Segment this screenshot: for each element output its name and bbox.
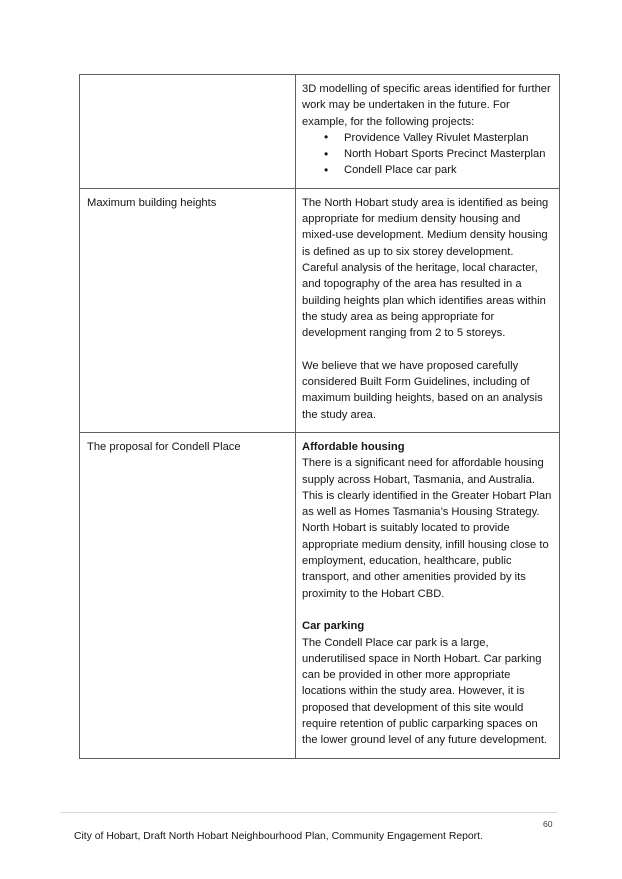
table-cell-label bbox=[80, 188, 296, 432]
body-paragraph: The North Hobart study area is identified as being appropriate for medium density housing and mixed-use development. Medium density housing is defined as up to six storey development. Careful analysis of the heritage, local character, and topography of the area has resulted in a building heights plan which identifies areas within the study area as being appropriate for development ranging from 2 to 5 storeys. bbox=[302, 196, 549, 340]
table-cell-label bbox=[80, 75, 296, 189]
row-label-text: The proposal for Condell Place bbox=[87, 440, 241, 453]
section-heading-car-parking: Car parking bbox=[302, 620, 365, 633]
table-row bbox=[80, 188, 560, 432]
paragraph-spacer bbox=[302, 341, 552, 357]
body-paragraph: North Hobart is suitably located to provide appropriate medium density, infill housing close to employment, education, healthcare, public transport, and other amenities provided by its proximity to the Hobart CBD. bbox=[302, 522, 549, 600]
table-cell-body bbox=[296, 75, 560, 189]
paragraph-spacer bbox=[302, 602, 552, 618]
table-row bbox=[80, 432, 560, 758]
table-row bbox=[80, 75, 560, 189]
table-cell-body bbox=[296, 188, 560, 432]
row-label-text: Maximum building heights bbox=[87, 196, 217, 209]
section-heading-affordable-housing: Affordable housing bbox=[302, 440, 405, 453]
row-label-text bbox=[80, 75, 295, 90]
body-paragraph: This is clearly identified in the Greater Hobart Plan as well as Homes Tasmania’s Housing Strategy. bbox=[302, 489, 552, 519]
body-paragraph: There is a significant need for affordable housing supply across Hobart, Tasmania, and Australia. bbox=[302, 457, 544, 486]
table-cell-body bbox=[296, 432, 560, 758]
row-body-content bbox=[296, 189, 559, 432]
content-table bbox=[79, 74, 560, 759]
project-bullet-list bbox=[302, 130, 552, 179]
footer-caption: City of Hobart, Draft North Hobart Neighbourhood Plan, Community Engagement Report. bbox=[74, 831, 483, 842]
body-paragraph: 3D modelling of specific areas identified for further work may be undertaken in the future. For example, for the following projects: bbox=[302, 83, 551, 128]
row-body-content bbox=[296, 75, 559, 188]
page-number: 60 bbox=[543, 819, 553, 829]
body-paragraph: We believe that we have proposed carefully considered Built Form Guidelines, including of maximum building heights, based on an analysis the study area. bbox=[302, 359, 543, 421]
row-body-content bbox=[296, 433, 559, 758]
footer-divider bbox=[60, 812, 557, 813]
table-cell-label bbox=[80, 432, 296, 758]
list-item: • North Hobart Sports Precinct Masterplan bbox=[302, 146, 552, 162]
list-item: • Providence Valley Rivulet Masterplan bbox=[302, 130, 552, 146]
body-paragraph: The Condell Place car park is a large, underutilised space in North Hobart. Car parking can be provided in other more appropriate locations within the study area. However, it is proposed that development of this site would require retention of public carparking spaces on the lower ground level of any future development. bbox=[302, 636, 548, 747]
list-item: • Condell Place car park bbox=[302, 162, 552, 178]
